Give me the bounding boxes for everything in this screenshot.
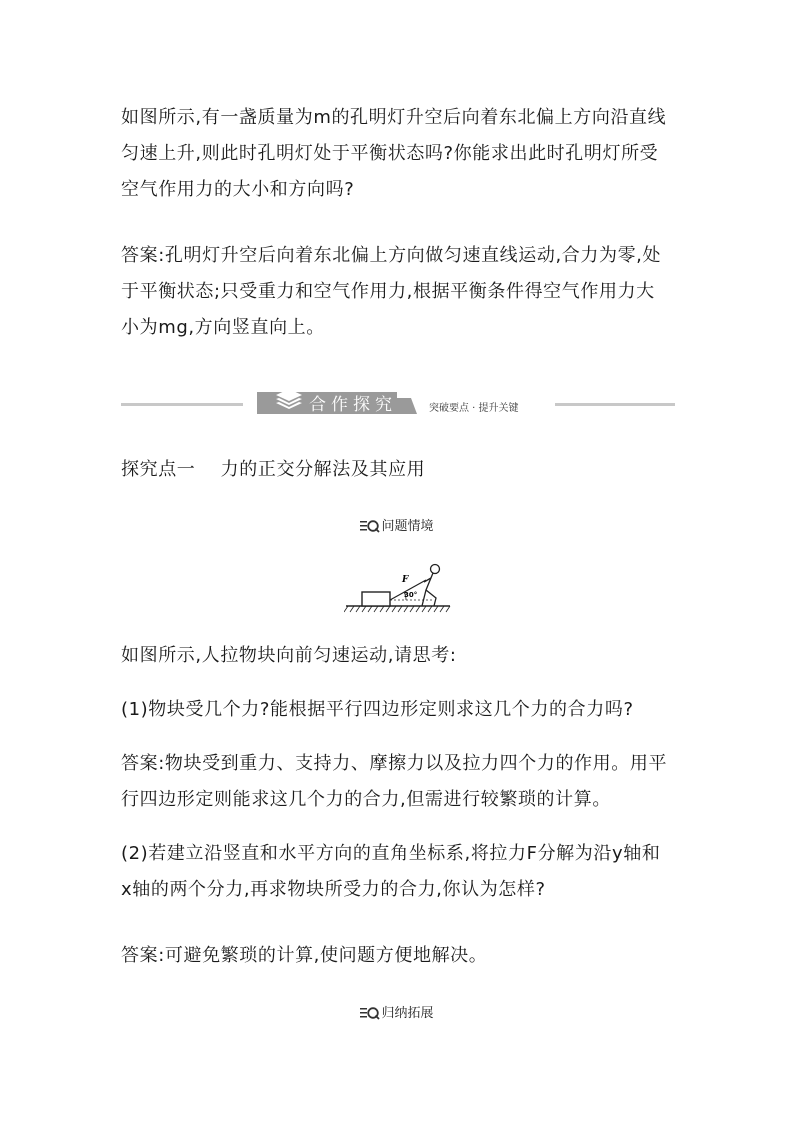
text-line: 空气作用力的大小和方向吗? [121, 179, 355, 200]
summary-label [0, 1006, 794, 1022]
figure-prompt [121, 638, 681, 674]
text-line: 行四边形定则能求这几个力的合力,但需进行较繁琐的计算。 [121, 789, 611, 810]
question-icon [360, 519, 380, 533]
text-line: 探究点一 力的正交分解法及其应用 [121, 459, 426, 480]
text-line: (2)若建立沿竖直和水平方向的直角坐标系,将拉力F分解为沿y轴和 [121, 843, 661, 864]
text-line: 答案:可避免繁琐的计算,使问题方便地解决。 [121, 945, 488, 966]
banner-left-rule [121, 403, 243, 406]
intro-question [121, 100, 681, 208]
ground [344, 606, 450, 612]
intro-answer [121, 238, 681, 346]
text-line: x轴的两个分力,再求物块所受力的合力,你认为怎样? [121, 879, 546, 900]
angle-label: 30° [404, 591, 418, 599]
force-label: F [402, 575, 409, 585]
answer-2 [121, 938, 681, 974]
section-banner [121, 384, 675, 420]
summary-label-text: 归纳拓展 [381, 1006, 434, 1021]
text-line: 答案:物块受到重力、支持力、摩擦力以及拉力四个力的作用。用平 [121, 753, 668, 774]
scenario-label-text: 问题情境 [381, 519, 434, 534]
question-2 [121, 836, 681, 908]
text-line: (1)物块受几个力?能根据平行四边形定则求这几个力的合力吗? [121, 699, 634, 720]
scenario-label [0, 519, 794, 535]
answer-1 [121, 746, 681, 818]
banner-subtitle: 突破要点 · 提升关键 [429, 403, 519, 414]
question-icon [360, 1006, 380, 1020]
question-1 [121, 692, 681, 728]
block [362, 592, 390, 606]
text-line: 如图所示,人拉物块向前匀速运动,请思考: [121, 645, 457, 666]
text-line: 如图所示,有一盏质量为m的孔明灯升空后向着东北偏上方向沿直线 [121, 107, 667, 128]
banner-plate-tab [397, 398, 417, 414]
banner-title: 合作探究 [309, 395, 397, 415]
text-line: 答案:孔明灯升空后向着东北偏上方向做匀速直线运动,合力为零,处 [121, 245, 662, 266]
text-line: 于平衡状态;只受重力和空气作用力,根据平衡条件得空气作用力大 [121, 281, 655, 302]
pulling-figure [344, 560, 452, 616]
text-line: 匀速上升,则此时孔明灯处于平衡状态吗?你能求出此时孔明灯所受 [121, 143, 659, 164]
text-line: 小为mg,方向竖直向上。 [121, 317, 325, 338]
section-title [121, 452, 681, 488]
banner-right-rule [555, 403, 675, 406]
